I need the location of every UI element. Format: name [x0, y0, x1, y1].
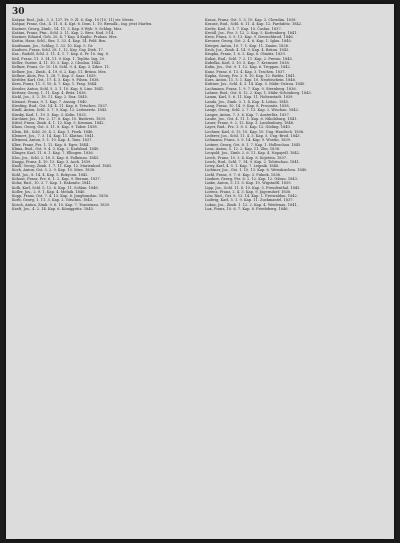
- directory-entry: Koller, Jos., 2. 9. 1. Kap. 4. Melnik. 1840.: [12, 189, 86, 194]
- directory-entry: Lesch, Rud., Schl. 7. 14. 9. Kap. 2. Tobitschau. 1841.: [205, 159, 301, 164]
- directory-entry: Klima, Rud., Gst. 9. 4. 3. Kap. 2. Karlsbad. 1840.: [12, 146, 100, 151]
- directory-entry: Kreuzer, Georg, Gst. 2. 4. 6. Kap. 1. Iglau. 1840.: [205, 39, 292, 44]
- directory-entry: Lechner, Karl, 6. 13. 10. Kap. 10. Ung.-Hradisch. 1836.: [205, 129, 305, 134]
- left-column: [12, 18, 195, 535]
- directory-entry: Keller, Gustav, 4. 11. 10. 3. Kap. 2. Chodau. 1842.: [12, 60, 102, 65]
- directory-entry: Ludwig, Karl, 5. 1. 9. Kap. 11. Zuckmantel. 1837.: [205, 198, 294, 203]
- directory-entry: Lux, Franz, 10. 6. 7. Kap. 8. Friedeberg. 1846.: [205, 207, 289, 212]
- directory-entry: Kopp, Franz, Gst. 7. 4. 13. Kap. 8. Jungbunzlau. 1836.: [12, 194, 110, 199]
- directory-entry: Landa, Jos., Zimb. 3. 1. 4. Kap. 4. Littau. 1845.: [205, 99, 290, 104]
- directory-entry: Kubelka, Karl, 3. 10. 5. Kap. 7. Kremsier. 1838.: [205, 60, 290, 65]
- directory-entry: Knoll, Georg, Zimb. 1. 7. 11. Kap. 12. Marienbad. 1845.: [12, 164, 113, 169]
- directory-entry: Löw, Rud., Gst. 8. 13. 14. Kap. 1. Freiwaldau. 1842.: [205, 194, 298, 199]
- directory-entry: Lichtner, Jos., Gst. 1. 10. 13. Kap. 6. Weisskirchen. 1840.: [205, 168, 308, 173]
- directory-entry: Kohl, Jos., 8. 14. 4. Kap. 5. Rokycan. 1842.: [12, 172, 89, 177]
- directory-entry: Leitner, Georg, Gst. 8. 1. 7. Kap. 1. Holleschau. 1845.: [205, 142, 302, 147]
- directory-entry: Klos, Jos., Schl. 2. 18. 5. Kap. 6. Falkenau. 1843.: [12, 155, 100, 160]
- directory-entry: Kindl, Anton, Schl. 3. 7. 9. Kap. 12. Leitmeritz. 1843.: [12, 108, 108, 113]
- directory-entry: Kickl, Jos., 5. 2. 18. 11. Kap. 2. Dux. 1845.: [12, 95, 88, 100]
- directory-entry: Knapp, Franz, 4. 10. 13. Kap. 3. Asch. 1839.: [12, 159, 92, 164]
- directory-entry: Kirchner, Jos., Prz. 2. 17. 6. Kap. 10. Budweis. 1839.: [12, 116, 107, 121]
- directory-entry: Kastner, Georg, Zimb., 14. 11. 3. Kap. 8 Wyb. 9. Schlag. Mez.: [12, 26, 123, 31]
- directory-entry: Lederer, Jos., Schl. 11. 4. 3. Kap. 5. Ung.-Brod. 1843.: [205, 134, 301, 139]
- directory-entry: Kellner, Franz, Cr. 10. 18. Schl. 9. 4. Kap. 3. Zdice. 11.: [12, 65, 111, 70]
- directory-entry: Kettner, Georg, 1. 11. Kap. 4. Brüx. 1836.: [12, 91, 87, 96]
- directory-entry: Kraft, Jos., 4. 2. 14. Kap. 6. Königgrätz. 1845.: [12, 207, 94, 212]
- directory-entry: Lukas, Jos., Zimb. 1. 12. 2. Kap. 4. Weidenau. 1841.: [205, 202, 298, 207]
- directory-entry: Lenz, Anton, 5. 12. 2. Kap. 11. Zlin. 1838.: [205, 146, 281, 151]
- directory-entry: Kleinert, Jos., 7. 3. 14. Kap. 11. Klattau. 1841.: [12, 134, 95, 139]
- directory-entry: Lahner, Rud., Gst. 8. 12. 2. Kap. 1. Mähr.-Schönberg. 1843.: [205, 91, 312, 96]
- text-columns: [12, 18, 388, 535]
- directory-entry: Kuhn, Jos., Gst. 9. 1. 12. Kap. 6. Troppau. 1842.: [205, 65, 291, 70]
- directory-entry: Leopold, Jos., Zimb. 2. 6. 11. Kap. 4. Napajedl. 1842.: [205, 151, 301, 156]
- directory-entry: Kittel, Franz, Zimb. 4. 1. 12. Kap. 5. Krumau. 1842.: [12, 121, 105, 126]
- directory-entry: Krupka, Franz, 1. 6. 3. Kap. 8. Olmütz. 1839.: [205, 52, 286, 57]
- document-page: [6, 4, 394, 539]
- directory-entry: Kren, Franz, 5. 9. 13. Kap. 9. Deutschbrod. 1846.: [205, 35, 294, 40]
- directory-entry: Kolb, Karl, Schl. 5. 12. 6. Kap. 11. Schlan. 1846.: [12, 185, 99, 190]
- directory-entry: Kurz, Anton, 11. 5. 1. Kap. 10. Neutitschein. 1846.: [205, 78, 296, 83]
- directory-entry: Koch, Anton, Gst. 3. 2. 9. Kap. 10. Mies. 1838.: [12, 168, 96, 173]
- directory-entry: Lipp, Jos., Schl. 11. 8. 10. Kap. 5. Freudenthal. 1845.: [205, 185, 301, 190]
- directory-entry: Kaz., Rudolf, Schl. 3. 11. 4. 1. 7. Kap. 6. Pr. 10. Ing. 8.: [12, 52, 109, 57]
- directory-entry: Klinger, Karl, 11. 6. 1. Kap. 7. Elbogen. 1836.: [12, 151, 94, 156]
- directory-entry: Lamm, Karl, 5. 6. 11. Kap. 11. Hohenstadt. 1839.: [205, 95, 294, 100]
- directory-entry: Kern, Franz, 11. 3. 10. 4. 7. Kap. 1. Prag. 1844.: [12, 82, 98, 87]
- directory-entry: Kiesling, Rud., Gst. 14. 4. 11. Kap. 6. Tetschen. 1837.: [12, 103, 109, 108]
- directory-entry: Keil, Franz, 11. 3. 14. 11. 9. Kap. 1. Teplitz. Ing. 20.: [12, 56, 106, 61]
- directory-entry: Lehmann, Franz, 3. 9. 14. Kap. 9. Wsetin. 1839.: [205, 138, 292, 143]
- directory-entry: Kellner, Alois, Prz. 1. 28. 7. Kap. 5. Saaz. 1839.: [12, 73, 97, 78]
- directory-entry: Kunz, Franz, 6. 13. 4. Kap. 3. Teschen. 1837.: [205, 69, 286, 74]
- directory-entry: Krebs, Karl, 8. 1. 7. Kap. 10. Časlau. 1837.: [205, 26, 282, 31]
- directory-entry: Langer, Anton, 7. 3. 6. Kap. 7. Austerlitz. 1837.: [205, 112, 290, 117]
- directory-entry: Kessler, Anton, Schl. 5. 3. 1. 10. Kap. 8. Linz. 1841.: [12, 86, 105, 91]
- directory-entry: Kolar, Rud., 10. 3. 7. Kap. 1. Rakonitz. 1841.: [12, 181, 92, 186]
- directory-entry: Lerch, Franz, 10. 3. 4. Kap. 8. Kojetein. 1837.: [205, 155, 288, 160]
- directory-entry: Klein, Ed., Schl. 20. 4. 2. Kap. 1. Pisek. 1846.: [12, 129, 94, 134]
- directory-entry: Kosch, Anton, Zimb. 9. 6. 10. Kap. 7. Trautenau. 1839.: [12, 202, 111, 207]
- directory-entry: Kellner, Jos., Zimb., 4. 19. 6. 2. Kap. 11. Brünn. Mez.: [12, 69, 107, 74]
- directory-entry: Klier, Franz, Prz. 1. 12. Kap. 8. Eger. 1844.: [12, 142, 90, 147]
- directory-entry: Kupka, Georg, Prz. 2. 8. 10. Kap. 12. Bielitz. 1841.: [205, 73, 296, 78]
- directory-entry: Kreidl, Jos., Prz. 3. 12. 2. Kap. 5. Kuttenberg. 1841.: [205, 30, 298, 35]
- directory-entry: Lorenz, Franz, 2. 4. 3. Kap. 9. Jägerndorf. 1838.: [205, 189, 292, 194]
- directory-entry: Layer, Rud., Prz. 1. 8. 5. Kap. 12. Göding. 1840.: [205, 125, 291, 130]
- directory-entry: Krieger, Anton, 10. 7. 1. Kap. 11. Znaim. 1836.: [205, 43, 290, 48]
- directory-entry: Klaus, Georg, Gst. 3. 11. 8. Kap. 9. Tabor. 1838.: [12, 125, 98, 130]
- directory-entry: Kubat, Rud., Schl. 7. 2. 11. Kap. 2. Prerau. 1845.: [205, 56, 293, 61]
- directory-entry: Kattin, Hans, Schl., Bez. 1. 33. 4. Kap. 14. Feld. Brn.: [12, 39, 107, 44]
- directory-entry: Kinsky, Karl, 1. 19. 5. Kap. 3. Kolin. 1835.: [12, 112, 87, 117]
- directory-entry: Kašpar, Rud., Jab., 3. 3. 137. Pr. 9. Zl. 6. Kap. 10 (10, 11) str. Mesto.: [12, 18, 135, 22]
- directory-entry: Kastner, Eduard, Geh. 20. 4. 7 Kap. 4 Kaplic. Prahan. Mez.: [12, 35, 118, 40]
- directory-entry: Lewy, Karl, 4. 5. 1. Kap. 7. Leipnik. 1846.: [205, 164, 280, 169]
- directory-entry: Lang, Franz, 10. 14. 9. Kap. 8. Prossnitz. 1838.: [205, 103, 290, 108]
- directory-entry: Kraus, Franz, Gst. 1. 3. 10. Kap. 3. Chrudim. 1838.: [205, 18, 297, 22]
- directory-entry: Klement, Anton, 5. 1. 10. Kap. 4. Taus. 1837.: [12, 138, 93, 143]
- directory-entry: Kuttner, Jos., Schl. 4. 3. 14. Kap. 5. Mähr.-Ostrau. 1840.: [205, 82, 306, 87]
- directory-entry: Kohout, Franz, Prz. 6. 1. 2. Kap. 9. Beraun. 1837.: [12, 176, 101, 181]
- directory-entry: Lindner, Georg, Prz. 6. 2. 12. Kap. 12. Odrau. 1843.: [205, 176, 299, 181]
- directory-entry: Krause, Rud., Schl. 6. 11. 4. Kap. 12. Pardubitz. 1842.: [205, 22, 303, 27]
- directory-entry: Kroh, Jos., Zimb. 4. 14. 9. Kap. 4. Brünn. 1843.: [205, 48, 290, 53]
- directory-entry: Kaufmann, Jos., Schlag, 1. 33. 10. Kap. 5. Gr.: [12, 43, 94, 48]
- directory-entry: Linke, Anton, 3. 11. 5. Kap. 10. Wigstadtl. 1839.: [205, 181, 292, 186]
- directory-entry: Laube, Jos., Gst. 4. 11. 1. Kap. 6. Nikolsburg. 1841.: [205, 116, 298, 121]
- directory-entry: Liebl, Franz, 9. 7. 6. Kap. 3. Fulnek. 1836.: [205, 172, 282, 177]
- page-number: 30: [12, 7, 25, 17]
- directory-entry: Kienast, Franz, 9. 1. Kap. 7. Aussig. 1840.: [12, 99, 88, 104]
- directory-entry: Kašpar, Franz, Gst., 4. 11. 8. 4. Kpt. 6. Dom. 1. 10. Bresalk., Ing. jetzt Marlen.: [12, 22, 153, 27]
- directory-entry: Korb, Georg, 1. 11. 3. Kap. 2. Gitschin. 1843.: [12, 198, 94, 203]
- directory-entry: Kerbler, Karl, Gst., 17. 4. 3. Kap. 9. Pilsen. 1838.: [12, 78, 100, 83]
- directory-entry: Lachmann, Franz, 1. 9. 7. Kap. 9. Sternberg. 1836.: [205, 86, 297, 91]
- directory-entry: Lauer, Franz, 9. 2. 12. Kap. 3. Lundenburg. 1846.: [205, 121, 295, 126]
- directory-entry: Kauliers, Franz, Schl. 28. 1. 12. Krg. Gay. Dieb. 17.: [12, 48, 104, 53]
- right-column: [205, 18, 388, 535]
- directory-entry: Kaštan, Franz, Ptm., Schl. 3. 11. Kap. 2. Brez. Hod. 3-14.: [12, 30, 115, 35]
- directory-entry: Lange, Georg, Schl. 2. 7. 13. Kap. 2. Wischau. 1842.: [205, 108, 299, 113]
